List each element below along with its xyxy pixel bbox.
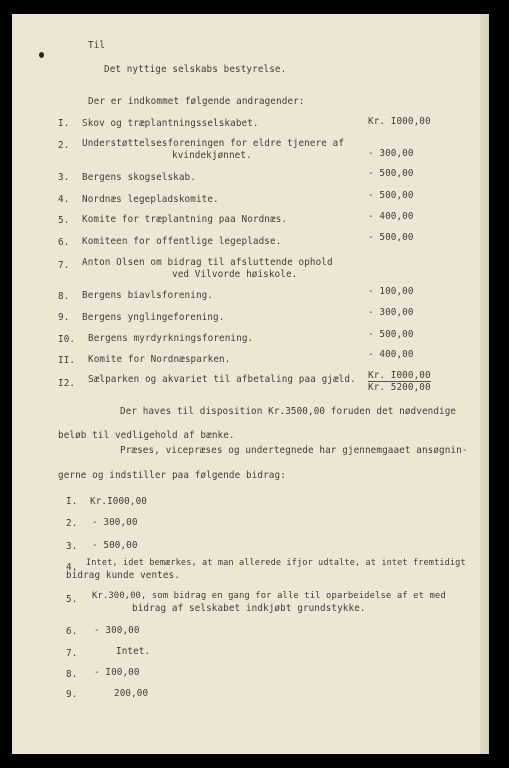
application-text: Skov og træplantningsselskabet. bbox=[82, 118, 259, 129]
application-number: 5. bbox=[58, 215, 70, 226]
application-text: Komite for træplantning paa Nordnæs. bbox=[82, 214, 288, 225]
application-text-cont: ved Vilvorde høiskole. bbox=[172, 269, 298, 280]
grant-number: 9. bbox=[66, 689, 78, 700]
application-number: II. bbox=[58, 355, 76, 366]
application-text: Komite for Nordnæsparken. bbox=[88, 354, 231, 365]
grant-text-cont: bidrag af selskabet indkjøbt grundstykke. bbox=[132, 603, 366, 614]
application-amount: - 300,00 bbox=[368, 148, 414, 159]
application-number: 8. bbox=[58, 291, 70, 302]
application-amount: - 300,00 bbox=[368, 307, 414, 318]
application-amount: - 400,00 bbox=[368, 349, 414, 360]
grant-text-cont: bidrag kunde ventes. bbox=[66, 570, 180, 581]
application-number: 4. bbox=[58, 194, 70, 205]
application-text: Nordnæs legepladskomite. bbox=[82, 194, 219, 205]
salutation-to: Til bbox=[88, 40, 106, 51]
application-number: I. bbox=[58, 118, 70, 129]
document-page bbox=[12, 14, 489, 754]
application-number: 3. bbox=[58, 172, 70, 183]
application-amount: - 500,00 bbox=[368, 168, 414, 179]
application-amount: Kr. I000,00 bbox=[368, 116, 431, 127]
paper-edge bbox=[480, 14, 489, 754]
application-amount: Kr. I000,00 bbox=[368, 370, 431, 381]
disposition-line-1: Der haves til disposition Kr.3500,00 foruden det nødvendige bbox=[120, 406, 457, 417]
grant-number: I. bbox=[66, 496, 78, 507]
application-text: Understøttelsesforeningen for eldre tjenere af bbox=[82, 138, 345, 149]
grant-number: 4. bbox=[66, 562, 78, 573]
grant-text: - 300,00 bbox=[92, 517, 138, 528]
grant-text: Intet. bbox=[116, 646, 151, 657]
application-amount: - 100,00 bbox=[368, 286, 414, 297]
grant-number: 3. bbox=[66, 541, 78, 552]
grant-number: 5. bbox=[66, 594, 78, 605]
application-text: Bergens myrdyrkningsforening. bbox=[88, 333, 254, 344]
application-amount: - 400,00 bbox=[368, 211, 414, 222]
application-number: 2. bbox=[58, 140, 70, 151]
grant-number: 8. bbox=[66, 669, 78, 680]
grant-number: 6. bbox=[66, 626, 78, 637]
recipient-line: Det nyttige selskabs bestyrelse. bbox=[104, 64, 287, 75]
recommendation-line-1: Præses, vicepræses og undertegnede har gjennemgaaet ansøgnin- bbox=[120, 445, 468, 456]
grant-text: - I00,00 bbox=[94, 667, 140, 678]
grant-text: - 300,00 bbox=[94, 625, 140, 636]
grant-text: Kr.I000,00 bbox=[90, 496, 147, 507]
recommendation-line-2: gerne og indstiller paa følgende bidrag: bbox=[58, 470, 286, 481]
intro-line: Der er indkommet følgende andragender: bbox=[88, 96, 305, 107]
grant-text: - 500,00 bbox=[92, 540, 138, 551]
application-number: 7. bbox=[58, 260, 70, 271]
application-amount: - 500,00 bbox=[368, 190, 414, 201]
application-number: 9. bbox=[58, 312, 70, 323]
application-number: I0. bbox=[58, 334, 76, 345]
application-text: Komiteen for offentlige legepladse. bbox=[82, 236, 282, 247]
grant-text: Kr.300,00, som bidrag en gang for alle til oparbeidelse af et med bbox=[92, 591, 446, 601]
application-amount: - 500,00 bbox=[368, 232, 414, 243]
punch-hole bbox=[39, 52, 44, 58]
application-text: Bergens ynglingeforening. bbox=[82, 312, 225, 323]
grant-text: Intet, idet bemærkes, at man allerede ifjor udtalte, at intet fremtidigt bbox=[86, 558, 466, 568]
grant-number: 2. bbox=[66, 518, 78, 529]
application-amount: - 500,00 bbox=[368, 329, 414, 340]
disposition-line-2: beløb til vedligehold af bænke. bbox=[58, 430, 235, 441]
application-text: Bergens skogselskab. bbox=[82, 172, 196, 183]
grant-number: 7. bbox=[66, 648, 78, 659]
application-text: Sælparken og akvariet til afbetaling paa gjæld. bbox=[88, 374, 356, 385]
application-number: 6. bbox=[58, 237, 70, 248]
total-amount: Kr. 5200,00 bbox=[368, 382, 431, 393]
application-text: Anton Olsen om bidrag til afsluttende ophold bbox=[82, 257, 333, 268]
grant-text: 200,00 bbox=[114, 688, 149, 699]
application-text-cont: kvindekjønnet. bbox=[172, 150, 252, 161]
application-text: Bergens biavlsforening. bbox=[82, 290, 214, 301]
application-number: I2. bbox=[58, 378, 76, 389]
